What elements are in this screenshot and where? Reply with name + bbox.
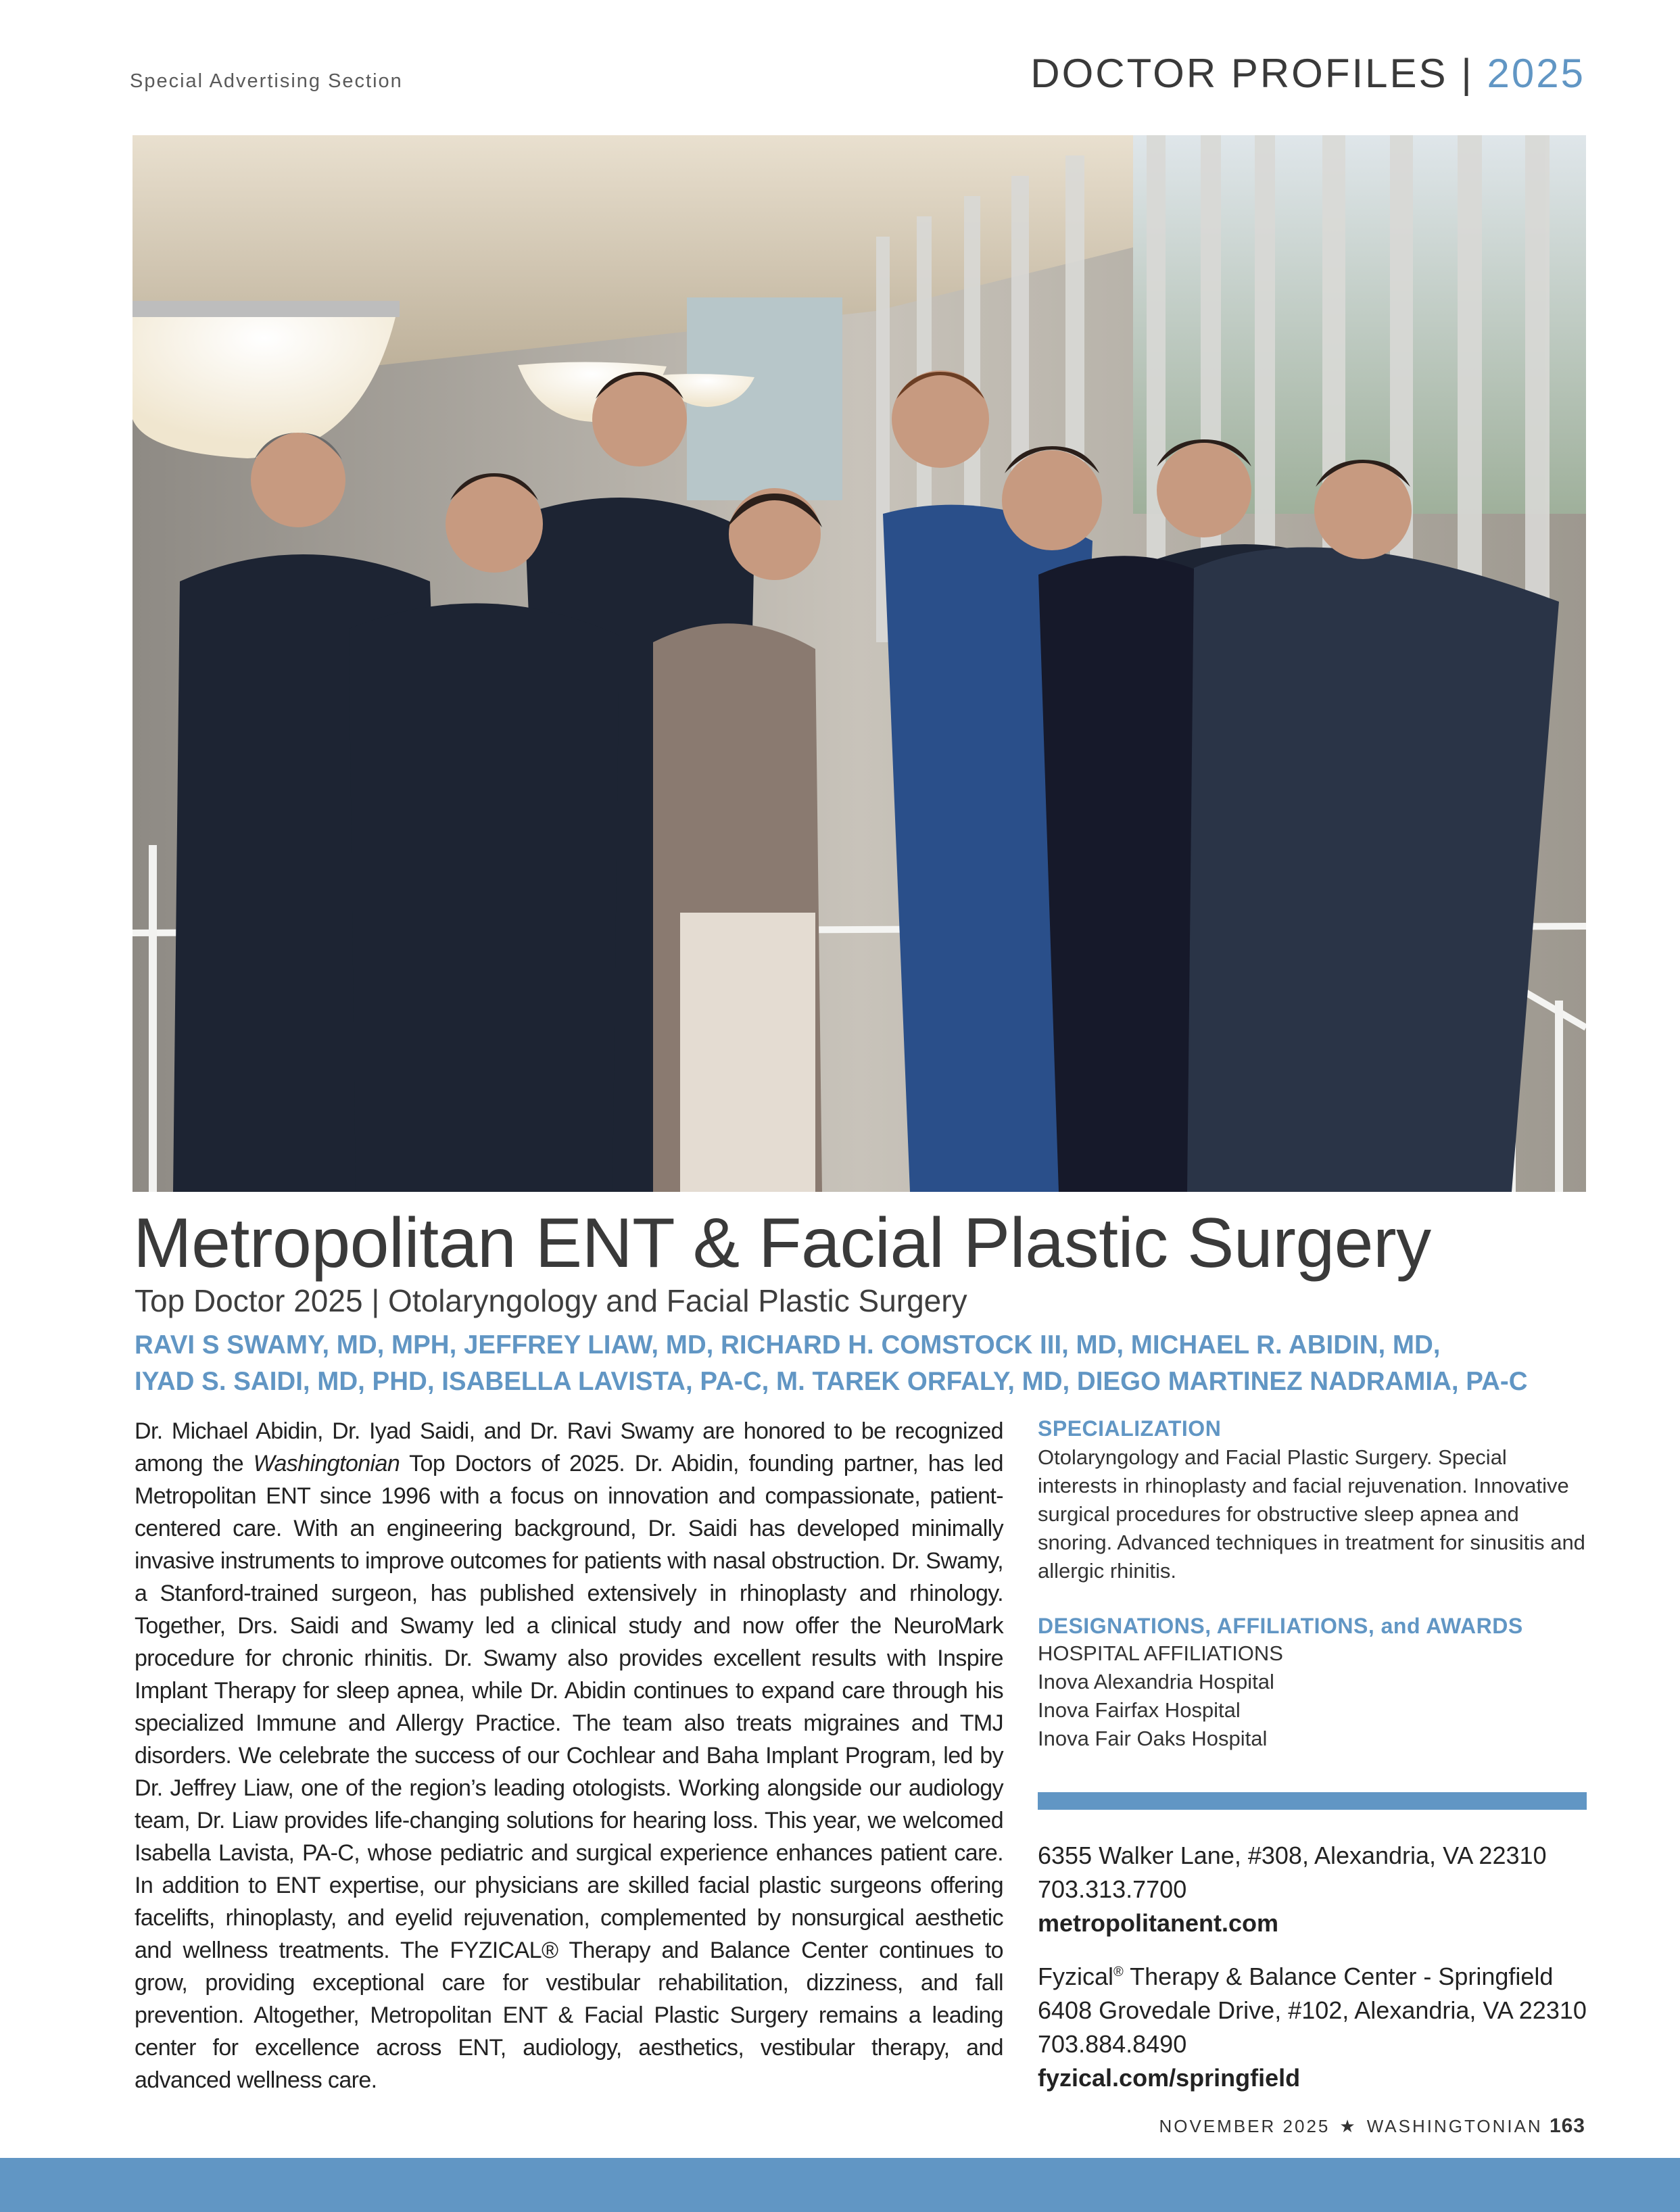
award-subtitle: Top Doctor 2025 | Otolaryngology and Facial Plastic Surgery xyxy=(135,1283,967,1318)
firm-name-heading: Metropolitan ENT & Facial Plastic Surgery xyxy=(133,1204,1431,1282)
registered-mark: ® xyxy=(1113,1965,1124,1979)
footer-publication: WASHINGTONIAN xyxy=(1366,2116,1543,2136)
header-year: 2025 xyxy=(1487,51,1585,96)
bio-publication-italic: Washingtonian xyxy=(253,1451,400,1476)
doctor-names-line-2: IYAD S. SAIDI, MD, PHD, ISABELLA LAVISTA, PA-C, M. TAREK ORFALY, MD, DIEGO MARTINEZ NADRAMIA, PA-C xyxy=(135,1367,1528,1396)
specialization-text: Otolaryngology and Facial Plastic Surgery. Special interests in rhinoplasty and facial rejuvenation. Innovative surgical procedures for obstructive sleep apnea and snoring. Advanced techniques in treatment for sinusitis and allergic rhinitis. xyxy=(1038,1445,1585,1583)
header-title-text: DOCTOR PROFILES | xyxy=(1030,51,1474,96)
center-address: 6408 Grovedale Drive, #102, Alexandria, VA 22310 xyxy=(1038,1996,1587,2024)
bio-text-rest: Top Doctors of 2025. Dr. Abidin, founding partner, has led Metropolitan ENT since 1996 with a focus on innovation and compassionate, patient-centered care. With an engineering background, Dr. Saidi has developed minimally invasive instruments to improve outcomes for patients with nasal obstruction. Dr. Swamy, a Stanford-trained surgeon, has published extensively in rhinoplasty and rhinology. Together, Drs. Saidi and Swamy led a clinical study and now offer the NeuroMark procedure for chronic rhinitis. Dr. Swamy also provides excellent results with Inspire Implant Therapy for sleep apnea, while Dr. Abidin continues to expand care through his specialized Immune and Allergy Practice. The team also treats migraines and TMJ disorders. We celebrate the success of our Cochlear and Baha Implant Program, led by Dr. Jeffrey Liaw, one of the region’s leading otologists. Working alongside our audiology team, Dr. Liaw provides life-changing solutions for hearing loss. This year, we welcomed Isabella Lavista, PA-C, whose pediatric and surgical experience enhances patient care. In addition to ENT expertise, our physicians are skilled facial plastic surgeons offering facelifts, rhinoplasty, and eyelid rejuvenation, complemented by nonsurgical aesthetic and wellness treatments. The FYZICAL® Therapy and Balance Center continues to grow, providing exceptional care for vestibular rehabilitation, dizziness, and fall prevention. Altogether, Metropolitan ENT & Facial Plastic Surgery remains a leading center for excellence across ENT, audiology, aesthetics, vestibular therapy, and advanced wellness care. xyxy=(135,1451,1003,2093)
designations-heading: DESIGNATIONS, AFFILIATIONS, and AWARDS xyxy=(1038,1614,1523,1638)
bottom-color-band xyxy=(0,2158,1680,2212)
doctor-names xyxy=(135,1327,1595,1400)
special-advertising-label: Special Advertising Section xyxy=(130,70,403,92)
affiliation-item: Inova Fairfax Hospital xyxy=(1038,1698,1241,1722)
primary-phone[interactable]: 703.313.7700 xyxy=(1038,1875,1187,1903)
affiliation-item: Inova Fair Oaks Hospital xyxy=(1038,1727,1268,1750)
balance-center-name xyxy=(1038,1955,1592,1994)
center-name-part-a: Fyzical xyxy=(1038,1963,1114,1990)
page-number: 163 xyxy=(1549,2115,1585,2137)
affiliations-list xyxy=(1038,1639,1585,1753)
practice-bio xyxy=(135,1415,1003,2096)
center-name-part-b: Therapy & Balance Center - Springfield xyxy=(1123,1963,1554,1990)
contact-spacer xyxy=(1038,1940,1592,1955)
primary-website-link[interactable]: metropolitanent.com xyxy=(1038,1909,1279,1937)
center-website-link[interactable]: fyzical.com/springfield xyxy=(1038,2064,1301,2092)
bio-text-start: Dr. Michael Abidin, Dr. Iyad Saidi, and Dr. Ravi Swamy are honored to be recognized among the xyxy=(135,1418,1003,1476)
center-phone[interactable]: 703.884.8490 xyxy=(1038,2030,1187,2058)
divider-bar xyxy=(1038,1792,1587,1810)
footer-issue: NOVEMBER 2025 xyxy=(1159,2116,1330,2136)
page-footer xyxy=(1159,2115,1586,2138)
doctor-names-line-1: RAVI S SWAMY, MD, MPH, JEFFREY LIAW, MD, RICHARD H. COMSTOCK III, MD, MICHAEL R. ABIDIN, MD, xyxy=(135,1330,1441,1360)
team-photo xyxy=(133,135,1586,1192)
primary-address: 6355 Walker Lane, #308, Alexandria, VA 22310 xyxy=(1038,1842,1547,1869)
affiliation-item: Inova Alexandria Hospital xyxy=(1038,1670,1274,1693)
affiliations-subheading: HOSPITAL AFFILIATIONS xyxy=(1038,1641,1283,1665)
specialization-heading: SPECIALIZATION xyxy=(1038,1416,1222,1441)
contact-block xyxy=(1038,1839,1592,2095)
page-header-title xyxy=(1030,50,1585,97)
team-photo-illustration xyxy=(133,135,1586,1192)
star-icon: ★ xyxy=(1339,2116,1358,2136)
